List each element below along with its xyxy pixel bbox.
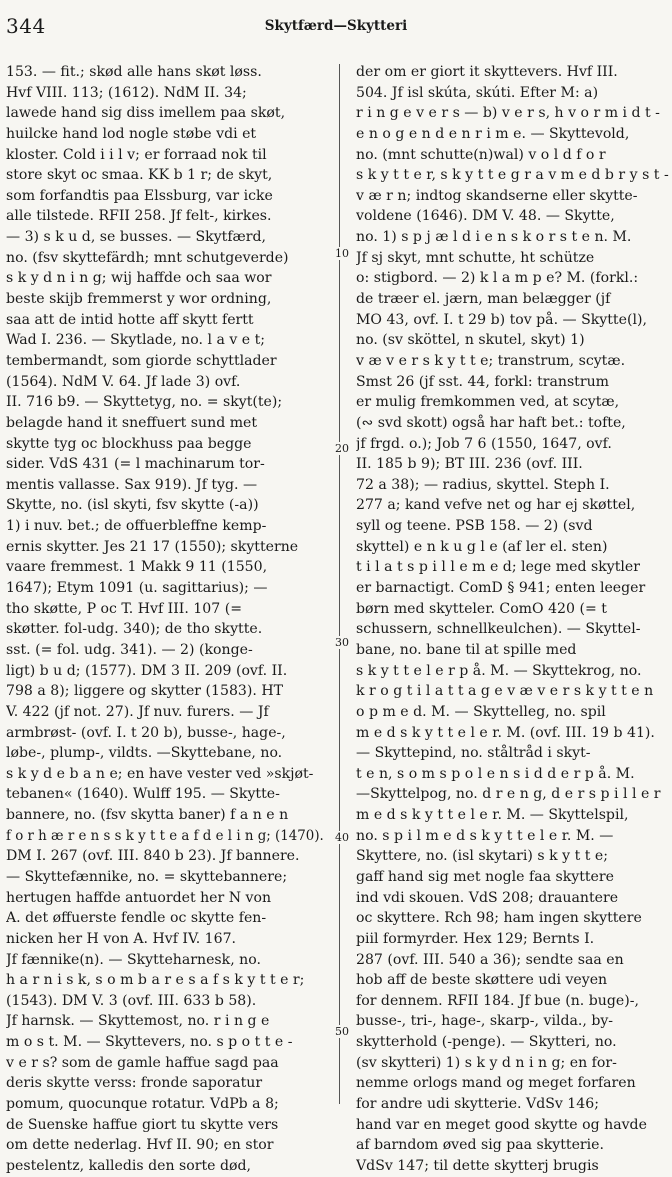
text-line: sst. (= fol. udg. 341). — 2) (konge- — [6, 641, 253, 658]
text-line: 504. Jf isl skúta, skúti. Efter M: a) — [356, 84, 599, 101]
text-line: oc skyttere. Rch 98; ham ingen skyttere — [356, 910, 642, 927]
text-line: Hvf VIII. 113; (1612). NdM II. 34; — [6, 84, 247, 101]
text-line: no. 1) s p j æ l d i e n s k o r s t e n. M. — [356, 229, 632, 246]
text-line: Jf fænnike(n). — Skytteharnesk, no. — [6, 951, 261, 968]
page-header — [0, 14, 672, 42]
text-line: k r o g t i l a t t a g e v æ v e r s k y t t e n — [356, 683, 654, 700]
left-column — [6, 62, 324, 1177]
text-line: løbe-, plump-, vildts. —Skyttebane, no. — [6, 745, 283, 762]
text-line: om dette nederlag. Hvf II. 90; en stor — [6, 1137, 274, 1154]
text-line: 798 a 8); liggere og skytter (1583). HT — [6, 683, 284, 700]
text-line: Jf harnsk. — Skyttemost, no. r i n g e — [6, 1013, 270, 1030]
running-head: Skytfærd—Skytteri — [264, 18, 408, 34]
text-line: — Skyttefænnike, no. = skyttebannere; — [6, 868, 288, 885]
text-line: for dennem. RFII 184. Jf bue (n. buge)-, — [356, 992, 639, 1009]
text-line: hertugen haffde antuordet her N von — [6, 889, 272, 906]
text-line: (1564). NdM V. 64. Jf lade 3) ovf. — [6, 373, 241, 390]
text-line: v e r s? som de gamle haffue sagd paa — [6, 1054, 279, 1071]
text-line: de Suenske haffue giort tu skytte vers — [6, 1116, 279, 1133]
text-line: (sv skytteri) 1) s k y d n i n g; en for- — [356, 1054, 617, 1071]
text-line: MO 43, ovf. I. t 29 b) tov på. — Skytte(l), — [356, 311, 647, 328]
text-line: armbrøst- (ovf. I. t 20 b), busse-, hage-, — [6, 724, 286, 741]
text-line: de træer el. jærn, man belægger (jf — [356, 291, 611, 308]
line-number-marker: 20 — [331, 442, 353, 455]
text-line: tebanen« (1640). Wulff 195. — Skytte- — [6, 786, 280, 803]
text-line: ind vdi skouen. VdS 208; drauantere — [356, 889, 619, 906]
text-line: Wad I. 236. — Skytlade, no. l a v e t; — [6, 332, 265, 349]
text-line: deris skytte verss: fronde saporatur — [6, 1075, 263, 1092]
text-line: hand var en meget good skytte og havde — [356, 1116, 647, 1133]
text-line: DM I. 267 (ovf. III. 840 b 23). Jf bannere. — [6, 848, 300, 865]
text-line: store skyt oc smaa. KK b 1 r; de skyt, — [6, 167, 273, 184]
text-line: piil formyrder. Hex 129; Bernts I. — [356, 930, 595, 947]
text-line: m e d s k y t t e l e r. M. — Skyttelspil, — [356, 807, 629, 824]
text-line: bannere, no. (fsv skytta baner) f a n e n — [6, 807, 289, 824]
text-line: —Skyttelpog, no. d r e n g, d e r s p i l l e r — [356, 786, 661, 803]
text-line: t i l a t s p i l l e m e d; lege med skytler — [356, 559, 640, 576]
text-line: tembermandt, som giorde schyttlader — [6, 352, 277, 369]
page-number: 344 — [6, 14, 46, 38]
text-line: ernis skytter. Jes 21 17 (1550); skytterne — [6, 538, 299, 555]
text-line: II. 716 b9. — Skyttetyg, no. = skyt(te); — [6, 394, 283, 411]
text-line: nicken her H von A. Hvf IV. 167. — [6, 930, 237, 947]
text-line: sider. VdS 431 (= l machinarum tor- — [6, 456, 265, 473]
text-line: skøtter. fol-udg. 340); de tho skytte. — [6, 621, 263, 638]
text-line: VdSv 147; til dette skytterj brugis — [356, 1157, 599, 1174]
text-line: o: stigbord. — 2) k l a m p e? M. (forkl.: — [356, 270, 639, 287]
text-line: m o s t. M. — Skyttevers, no. s p o t t e - — [6, 1034, 293, 1051]
text-line: — Skyttepind, no. ståltråd i skyt- — [356, 745, 591, 762]
text-line: s k y t t e r, s k y t t e g r a v m e d b r y s t - — [356, 167, 669, 184]
text-line: II. 185 b 9); BT III. 236 (ovf. III. — [356, 456, 583, 473]
text-line: — 3) s k u d, se busses. — Skytfærd, — [6, 229, 267, 246]
text-line: beste skijb fremmerst y wor ordning, — [6, 291, 272, 308]
text-line: s k y d n i n g; wij haffde och saa wor — [6, 270, 272, 287]
text-line: alle tilstede. RFII 258. Jf felt-, kirkes. — [6, 208, 272, 225]
text-line: mentis vallasse. Sax 919). Jf tyg. — — [6, 476, 258, 493]
text-line: syll og teene. PSB 158. — 2) (svd — [356, 518, 593, 535]
text-line: no. s p i l m e d s k y t t e l e r. M. — — [356, 827, 614, 844]
text-line: o p m e d. M. — Skyttelleg, no. spil — [356, 703, 606, 720]
text-line: no. (mnt schutte(n)wal) v o l d f o r — [356, 146, 606, 163]
text-line: s k y t t e l e r p å. M. — Skyttekrog, no. — [356, 662, 642, 679]
text-line: 1) i nuv. bet.; de offuerbleffne kemp- — [6, 518, 267, 535]
column-divider — [339, 64, 340, 1104]
text-line: t e n, s o m s p o l e n s i d d e r p å. M. — [356, 765, 635, 782]
text-line: bane, no. bane til at spille med — [356, 641, 577, 658]
text-line: Skytte, no. (isl skyti, fsv skytte (-a)) — [6, 497, 259, 514]
text-line: A. det øffuerste fendle oc skytte fen- — [6, 910, 267, 927]
text-line: h a r n i s k, s o m b a r e s a f s k y t t e r; — [6, 972, 305, 989]
text-line: skytte tyg oc blockhuss paa begge — [6, 435, 252, 452]
text-line: 277 a; kand vefve net og har ej skøttel, — [356, 497, 636, 514]
text-line: lawede hand sig diss imellem paa skøt, — [6, 105, 286, 122]
text-line: saa att de intid hotte aff skytt fertt — [6, 311, 254, 328]
text-line: no. (sv sköttel, n skutel, skyt) 1) — [356, 332, 585, 349]
text-line: der om er giort it skyttevers. Hvf III. — [356, 64, 618, 80]
text-line: V. 422 (jf not. 27). Jf nuv. furers. — Jf — [6, 703, 269, 720]
text-line: nemme orlogs mand og meget forfaren — [356, 1075, 636, 1092]
text-line: hob aff de beste skøttere udi veyen — [356, 972, 608, 989]
text-line: belagde hand it sneffuert sund met — [6, 414, 258, 431]
text-line: no. (fsv skyttefärdh; mnt schutgeverde) — [6, 249, 289, 266]
text-line: gaff hand sig met nogle faa skyttere — [356, 868, 614, 885]
text-line: v æ r n; indtog skandserne eller skytte- — [356, 187, 638, 204]
line-number-marker: 50 — [331, 1025, 353, 1038]
line-number-marker: 10 — [331, 247, 353, 260]
text-line: Skyttere, no. (isl skytari) s k y t t e; — [356, 848, 608, 865]
text-line: vaare fremmest. 1 Makk 9 11 (1550, — [6, 559, 268, 576]
text-line: ligt) b u d; (1577). DM 3 II. 209 (ovf. II. — [6, 662, 288, 679]
text-line: tho skøtte, P oc T. Hvf III. 107 (= — [6, 600, 243, 617]
text-line: skytterhold (-penge). — Skytteri, no. — [356, 1034, 617, 1051]
right-column — [356, 62, 672, 1177]
text-line: pomum, quocunque rotatur. VdPb a 8; — [6, 1096, 279, 1113]
text-line: schussern, schnellkeulchen). — Skyttel- — [356, 621, 641, 638]
text-line: som forfandtis paa Elssburg, var icke — [6, 187, 273, 204]
text-line: af barndom øved sig paa skytterie. — [356, 1137, 604, 1154]
line-number-marker: 30 — [331, 636, 353, 649]
text-line: f o r h æ r e n s s k y t t e a f d e l i n g; (1470). — [6, 827, 324, 844]
text-line: 72 a 38); — radius, skyttel. Steph I. — [356, 476, 610, 493]
text-line: 287 (ovf. III. 540 a 36); sendte saa en — [356, 951, 624, 968]
text-line: er mulig fremkommen ved, at scytæ, — [356, 394, 620, 411]
text-line: 153. — fit.; skød alle hans skøt løss. — [6, 64, 262, 80]
text-line: Smst 26 (jf sst. 44, forkl: transtrum — [356, 373, 610, 390]
text-line: huilcke hand lod nogle støbe vdi et — [6, 125, 257, 142]
text-line: voldene (1646). DM V. 48. — Skytte, — [356, 208, 615, 225]
text-line: Jf sj skyt, mnt schutte, ht schütze — [356, 249, 595, 266]
text-line: m e d s k y t t e l e r. M. (ovf. III. 19 b 41). — [356, 724, 655, 741]
text-line: (∾ svd skott) også har haft bet.: tofte, — [356, 414, 626, 431]
text-line: busse-, tri-, hage-, skarp-, vilda., by- — [356, 1013, 614, 1030]
text-line: skyttel) e n k u g l e (af ler el. sten) — [356, 538, 608, 555]
text-line: børn med skytteler. ComO 420 (= t — [356, 600, 607, 617]
text-line: v æ v e r s k y t t e; transtrum, scytæ. — [356, 352, 626, 369]
text-line: for andre udi skytterie. VdSv 146; — [356, 1096, 599, 1113]
text-line: (1543). DM V. 3 (ovf. III. 633 b 58). — [6, 992, 257, 1009]
text-line: r i n g e v e r s — b) v e r s, h v o r m i d t - — [356, 105, 660, 122]
line-number-marker: 40 — [331, 831, 353, 844]
text-line: jf frgd. o.); Job 7 6 (1550, 1647, ovf. — [356, 435, 612, 452]
text-line: 1647); Etym 1091 (u. sagittarius); — — [6, 580, 268, 597]
text-line: kloster. Cold i i l v; er forraad nok til — [6, 146, 267, 163]
text-line: pestelentz, kalledis den sorte død, — [6, 1157, 251, 1174]
text-line: e n o g e n d e n r i m e. — Skyttevold, — [356, 125, 630, 142]
text-line: er barnactigt. ComD § 941; enten leeger — [356, 580, 646, 597]
text-line: s k y d e b a n e; en have vester ved »skjøt- — [6, 765, 314, 782]
